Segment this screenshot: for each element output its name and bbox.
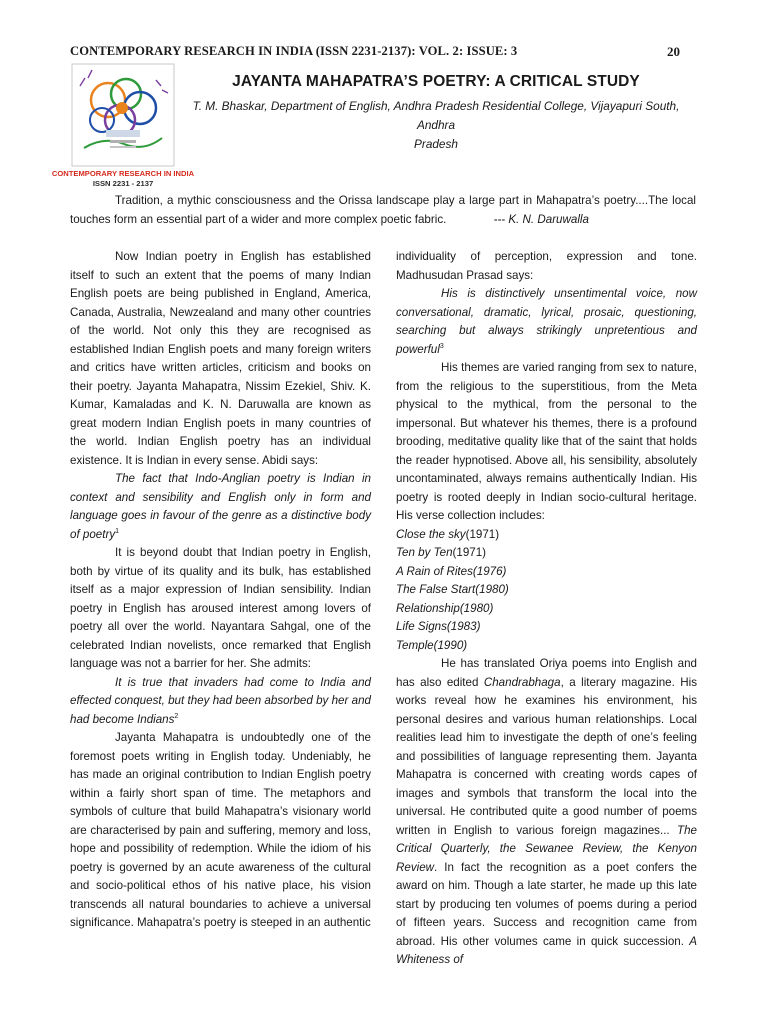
book-title: Life Signs bbox=[396, 620, 447, 633]
book-year: (1980) bbox=[475, 583, 509, 596]
logo-issn: ISSN 2231 - 2137 bbox=[92, 179, 154, 188]
epigraph bbox=[70, 191, 696, 229]
book-entry bbox=[396, 600, 697, 619]
journal-titles: The Critical Quarterly, the Sewanee Review, the Kenyon Review bbox=[396, 823, 697, 874]
body-paragraph: His themes are varied ranging from sex to nature, from the religious to the superstitious, from the Meta physical to the mythical, from the personal to the impersonal. But whatever his themes, there is a profound brooding, meditative quality like that of the saint that holds the reader hypnotised. Above all, his sensibility, absolutely uncontaminated, always remains authentically Indian. His poetry is rooted deeply in Indian socio-cultural heritage. His verse collection includes: bbox=[396, 361, 697, 522]
book-title: A Rain of Rites bbox=[396, 564, 473, 578]
affiliation-line-2: Pradesh bbox=[414, 137, 458, 151]
logo-journal-name: CONTEMPORARY RESEARCH IN INDIA bbox=[51, 169, 195, 178]
book-year: (1990) bbox=[433, 638, 468, 652]
journal-running-head: CONTEMPORARY RESEARCH IN INDIA (ISSN 2231-2137): VOL. 2: ISSUE: 3 bbox=[70, 44, 518, 58]
book-entry bbox=[396, 544, 697, 563]
book-title: Close the sky bbox=[396, 527, 466, 541]
body-paragraph: It is beyond doubt that Indian poetry in English, both by virtue of its quality and its bulk, has established itself as a major expression of Indian sensibility. Indian poetry in English has aroused interest among lovers of poetry all over the world. Nayantara Sahgal, one of the celebrated Indian novelists, once remarked that English language was not a barrier for her. She admits: bbox=[70, 546, 371, 670]
book-entry bbox=[396, 618, 697, 637]
magazine-title: Chandrabhaga bbox=[483, 675, 561, 689]
block-quote bbox=[70, 674, 371, 730]
book-title-continued: A Whiteness of bbox=[396, 934, 697, 966]
book-title: Ten by Ten bbox=[396, 546, 453, 559]
paragraph-text: He has translated Oriya poems into English and has also edited bbox=[396, 657, 697, 689]
body-paragraph: individuality of perception, expression and tone. Madhusudan Prasad says: bbox=[396, 250, 697, 282]
book-year: (1971) bbox=[465, 527, 500, 541]
book-year: (1983) bbox=[446, 620, 481, 633]
book-entry bbox=[396, 526, 697, 545]
paragraph-text: . In fact the recognition as a poet confers the award on him. Though a late starter, he made up this late start by producing ten volumes of poems during a period of fifteen years. Success and recognition came from abroad. His other volumes came in quick succession. bbox=[396, 860, 697, 948]
quote-text: The fact that Indo-Anglian poetry is Indian in context and sensibility and English only in form and language goes in favour of the genre as a distinctive body of poetry bbox=[70, 472, 371, 541]
epigraph-text: Tradition, a mythic consciousness and the Orissa landscape play a large part in Mahapatra’s poetry....The local touches form an essential part of a wider and more complex poetic fabric. bbox=[70, 194, 696, 226]
quote-text: It is true that invaders had come to India and effected conquest, but they had been absorbed by her and had become Indians bbox=[70, 675, 371, 726]
body-paragraph: Now Indian poetry in English has established itself to such an extent that the poems of many Indian English poets are being published in England, America, Canada, Australia, Newzealand and many other countries of the world. Not only this they are recognised as established Indian English poets and many foreign writers and critics have written articles, criticism and books on their poetry. Jayanta Mahapatra, Nissim Ezekiel, Shiv. K. Kumar, Kamaladas and K. N. Daruwalla are known as great modern Indian English poets in many countries of the world. Indian English poetry has an individual existence. It is Indian in every sense. Abidi says: bbox=[70, 250, 371, 467]
book-year: (1980) bbox=[459, 601, 494, 615]
verse-collection-list bbox=[396, 526, 697, 656]
footnote-marker: 1 bbox=[115, 527, 120, 535]
book-title: Relationship bbox=[396, 601, 460, 615]
book-title: The False Start bbox=[396, 583, 476, 596]
book-year: (1971) bbox=[452, 546, 487, 559]
block-quote bbox=[396, 285, 697, 359]
book-entry bbox=[396, 563, 697, 582]
article-title: JAYANTA MAHAPATRA’S POETRY: A CRITICAL STUDY bbox=[232, 73, 640, 90]
affiliation-line-1: T. M. Bhaskar, Department of English, Andhra Pradesh Residential College, Vijayapuri South, Andhra bbox=[192, 99, 680, 132]
body-paragraph bbox=[396, 655, 697, 970]
right-column bbox=[396, 248, 697, 970]
author-affiliation bbox=[176, 97, 696, 154]
left-column bbox=[70, 248, 371, 933]
book-year: (1976) bbox=[472, 564, 507, 578]
footnote-marker: 3 bbox=[439, 342, 444, 350]
footnote-marker: 2 bbox=[174, 712, 179, 720]
book-entry bbox=[396, 637, 697, 656]
book-title: Temple bbox=[396, 638, 434, 652]
journal-logo bbox=[51, 64, 195, 190]
block-quote bbox=[70, 470, 371, 544]
quote-text: His is distinctively unsentimental voice, now conversational, dramatic, lyrical, prosaic, questioning, searching but always strikingly unpretentious and powerful bbox=[396, 287, 697, 356]
epigraph-attribution: --- K. N. Daruwalla bbox=[493, 213, 589, 226]
book-entry bbox=[396, 581, 697, 600]
body-paragraph: Jayanta Mahapatra is undoubtedly one of the foremost poets writing in English today. Undeniably, he has made an original contribution to Indian English poetry within a fairly short span of time. The metaphors and symbols of culture that build Mahapatra’s visionary world are characterised by pain and suffering, memory and loss, hope and possibility of redemption. While the idiom of his poetry is governed by an acute awareness of the cultural and socio-political ethos of his native place, his vision transcends all natural boundaries to achieve a universal significance. Mahapatra’s poetry is steeped in an authentic bbox=[70, 731, 371, 929]
paragraph-text: , a literary magazine. His works reveal how he examines his environment, his personal desires and various human relationships. Local realities lead him to investigate the depth of one’s feeling and possibilities of language representing them. Jayanta Mahapatra is concerned with creating words capes of images and symbols that transform the local into the universal. He contributed quite a good number of poems written in English to various foreign magazines... bbox=[396, 675, 698, 837]
page-number: 20 bbox=[667, 44, 680, 59]
